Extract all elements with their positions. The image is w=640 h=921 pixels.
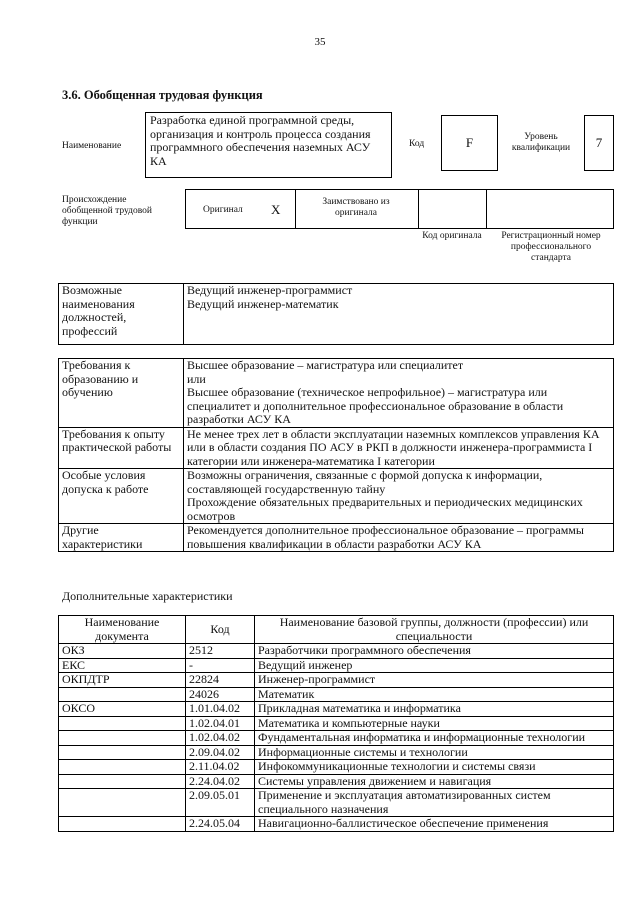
code-cell: 22824 — [186, 673, 255, 688]
name-label: Наименование — [62, 141, 122, 151]
requirement-row — [59, 359, 614, 428]
code-original-caption: Код оригинала — [422, 231, 482, 241]
code-cell: 2.24.04.02 — [186, 774, 255, 789]
table-row — [59, 644, 614, 659]
requirements-table — [58, 358, 614, 552]
position-item: Ведущий инженер-программист — [187, 283, 353, 297]
code-cell: 1.01.04.02 — [186, 702, 255, 717]
table-row — [59, 702, 614, 717]
table-row — [59, 716, 614, 731]
table-row — [59, 658, 614, 673]
code-cell: 24026 — [186, 687, 255, 702]
table-row — [59, 745, 614, 760]
code-cell: 1.02.04.02 — [186, 731, 255, 746]
name-cell: Фундаментальная информатика и информационные технологии — [255, 731, 614, 746]
level-label: Уровень квалификации — [511, 132, 571, 153]
doc-cell — [59, 760, 186, 775]
requirement-row — [59, 427, 614, 469]
name-cell: Инженер-программист — [255, 673, 614, 688]
doc-cell: ОКЗ — [59, 644, 186, 659]
level-value: 7 — [595, 135, 603, 150]
requirement-line: Высшее образование – магистратура или специалитет — [187, 358, 464, 372]
doc-cell — [59, 687, 186, 702]
doc-cell — [59, 731, 186, 746]
name-cell: Системы управления движением и навигация — [255, 774, 614, 789]
requirement-value — [184, 427, 614, 469]
doc-cell: ЕКС — [59, 658, 186, 673]
code-cell: 2.11.04.02 — [186, 760, 255, 775]
original-label: Оригинал — [203, 205, 243, 215]
code-cell: 2512 — [186, 644, 255, 659]
function-name-box — [145, 112, 392, 178]
doc-cell — [59, 817, 186, 832]
table-row — [59, 731, 614, 746]
header-doc: Наименование документа — [59, 616, 186, 644]
borrowed-cell — [295, 189, 419, 229]
original-cell — [185, 189, 296, 229]
code-original-cell — [418, 189, 487, 229]
code-value: F — [465, 135, 474, 150]
doc-cell — [59, 789, 186, 817]
name-cell: Разработчики программного обеспечения — [255, 644, 614, 659]
reg-number-cell — [486, 189, 614, 229]
name-cell: Прикладная математика и информатика — [255, 702, 614, 717]
code-cell: 2.09.04.02 — [186, 745, 255, 760]
additional-table — [58, 615, 614, 832]
requirement-row — [59, 469, 614, 524]
name-cell: Математик — [255, 687, 614, 702]
requirement-value — [184, 469, 614, 524]
section-title: 3.6. Обобщенная трудовая функция — [62, 88, 263, 102]
name-cell: Применение и эксплуатация автоматизированных систем специального назначения — [255, 789, 614, 817]
doc-cell: ОКПДТР — [59, 673, 186, 688]
table-row — [59, 789, 614, 817]
requirement-row — [59, 524, 614, 552]
code-cell: 2.09.05.01 — [186, 789, 255, 817]
positions-values — [184, 284, 614, 345]
requirement-line: Рекомендуется дополнительное профессиональное образование – программы повышения квалификации в области разработки АСУ КА — [187, 523, 584, 551]
original-mark: X — [271, 202, 281, 217]
additional-header-row — [59, 616, 614, 644]
code-cell: 1.02.04.01 — [186, 716, 255, 731]
table-row — [59, 673, 614, 688]
requirement-line: Прохождение обязательных предварительных и периодических медицинских осмотров — [187, 495, 583, 523]
positions-row — [59, 284, 614, 345]
requirement-value — [184, 524, 614, 552]
position-item: Ведущий инженер-математик — [187, 296, 339, 311]
requirement-line: Возможны ограничения, связанные с формой допуска к информации, составляющей государственную тайну — [187, 468, 543, 496]
table-row — [59, 687, 614, 702]
name-cell: Математика и компьютерные науки — [255, 716, 614, 731]
level-value-box — [584, 115, 614, 171]
table-row — [59, 760, 614, 775]
function-name-value: Разработка единой программной среды, организация и контроль процесса создания программного обеспечения наземных АСУ КА — [150, 113, 371, 168]
code-cell: 2.24.05.04 — [186, 817, 255, 832]
code-label: Код — [409, 139, 425, 149]
code-cell: - — [186, 658, 255, 673]
positions-label: Возможные наименования должностей, профессий — [59, 284, 184, 345]
name-cell: Навигационно-баллистическое обеспечение применения — [255, 817, 614, 832]
doc-cell: ОКСО — [59, 702, 186, 717]
doc-cell — [59, 774, 186, 789]
name-cell: Инфокоммуникационные технологии и системы связи — [255, 760, 614, 775]
requirement-value — [184, 359, 614, 428]
positions-table — [58, 283, 614, 345]
requirement-line: или — [187, 371, 206, 386]
header-name: Наименование базовой группы, должности (профессии) или специальности — [255, 616, 614, 644]
requirement-label: Другие характеристики — [59, 524, 184, 552]
origin-label: Происхождение обобщенной трудовой функции — [62, 195, 152, 227]
name-cell: Информационные системы и технологии — [255, 745, 614, 760]
page-number: 35 — [314, 36, 326, 48]
code-value-box — [441, 115, 498, 171]
requirement-label: Особые условия допуска к работе — [59, 469, 184, 524]
header-code: Код — [186, 616, 255, 644]
requirement-line: Высшее образование (техническое непрофильное) – магистратура или специалитет и дополнительное профессиональное образование в области разработки АСУ КА — [187, 385, 564, 426]
table-row — [59, 817, 614, 832]
doc-cell — [59, 716, 186, 731]
requirement-label: Требования к опыту практической работы — [59, 427, 184, 469]
requirement-line: Не менее трех лет в области эксплуатации наземных комплексов управления КА или в области создания ПО АСУ в РКП в должности инженера-программиста I категории или инженера-математика I категории — [187, 426, 600, 468]
requirement-label: Требования к образованию и обучению — [59, 359, 184, 428]
doc-cell — [59, 745, 186, 760]
name-cell: Ведущий инженер — [255, 658, 614, 673]
reg-number-caption: Регистрационный номер профессионального стандарта — [501, 231, 601, 263]
table-row — [59, 774, 614, 789]
borrowed-label: Заимствовано из оригинала — [322, 197, 390, 218]
additional-title: Дополнительные характеристики — [62, 589, 233, 603]
